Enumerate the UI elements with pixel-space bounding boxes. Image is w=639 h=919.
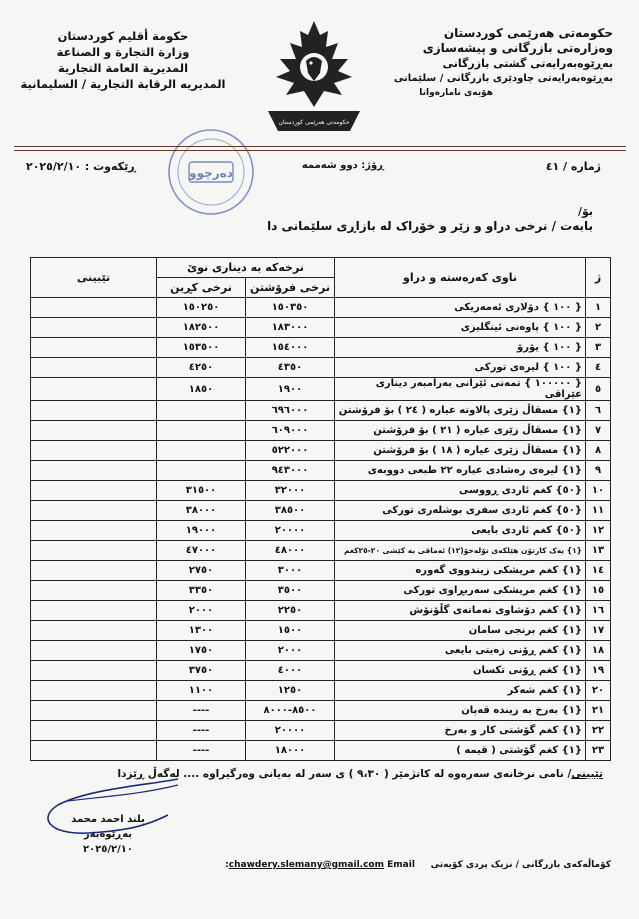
header-buy: نرخی کڕین <box>157 278 246 298</box>
row-number: ٢ <box>586 318 611 338</box>
row-number: ١٦ <box>586 601 611 621</box>
row-buy-price: ١٣٠٠ <box>157 621 246 641</box>
header-arabic-line: المديريه الرقابة التجارية / السليمانية <box>20 77 226 91</box>
row-note <box>31 298 157 318</box>
header-arabic-line: المديرية العامة التجارية <box>57 61 189 75</box>
row-buy-price: ٣١٥٠٠ <box>157 481 246 501</box>
row-note <box>31 401 157 421</box>
row-item-name: { ١٠٠ } یۆرۆ <box>335 338 586 358</box>
row-sell-price: ٢٠٠٠ <box>246 641 335 661</box>
row-note <box>31 661 157 681</box>
header-price-group: نرخەکە بە دیناری نوێ <box>157 258 335 278</box>
row-number: ١٩ <box>586 661 611 681</box>
row-number: ٢٢ <box>586 721 611 741</box>
row-sell-price: ٤٨٠٠٠ <box>246 541 335 561</box>
row-number: ٧ <box>586 421 611 441</box>
row-buy-price: ١٨٢٥٠٠ <box>157 318 246 338</box>
row-note <box>31 358 157 378</box>
row-note <box>31 641 157 661</box>
row-number: ٤ <box>586 358 611 378</box>
row-item-name: { ١٠٠ } پاوەنی ئینگلیزی <box>335 318 586 338</box>
row-note <box>31 318 157 338</box>
row-item-name: { ١٠٠ } لیرەی تورکی <box>335 358 586 378</box>
subject-line: بابەت / نرخی دراو و زێر و خۆراک لە بازاڕی سلێمانی دا <box>267 219 593 233</box>
header-kurdish-line: حکومەتی هەرێمی کوردستان <box>443 26 613 40</box>
note-label: تێبینی <box>571 768 603 780</box>
row-note <box>31 561 157 581</box>
row-sell-price: ٥٢٢٠٠٠ <box>246 441 335 461</box>
table-row <box>31 581 611 601</box>
header-name: ناوی کەرەستە و دراو <box>335 258 586 298</box>
table-row <box>31 541 611 561</box>
table-row <box>31 721 611 741</box>
row-number: ١ <box>586 298 611 318</box>
table-row <box>31 441 611 461</box>
circular-stamp <box>165 126 257 218</box>
row-number: ١٤ <box>586 561 611 581</box>
row-sell-price: ١٥٤٠٠٠ <box>246 338 335 358</box>
row-item-name: {١} بەرخ بە زیندە قەپان <box>335 701 586 721</box>
row-buy-price: ٣٣٥٠ <box>157 581 246 601</box>
row-item-name: {١} کغم برنجی سامان <box>335 621 586 641</box>
row-item-name: {٥٠} کغم ئاردی بایعی <box>335 521 586 541</box>
row-number: ٢٠ <box>586 681 611 701</box>
row-note <box>31 461 157 481</box>
table-row <box>31 461 611 481</box>
row-note <box>31 581 157 601</box>
row-item-name: {١} کغم مریشکی سەربڕاوی تورکی <box>335 581 586 601</box>
row-note <box>31 741 157 761</box>
row-buy-price: ٣٨٠٠٠ <box>157 501 246 521</box>
table-row <box>31 661 611 681</box>
row-buy-price <box>157 421 246 441</box>
price-table-body <box>31 298 611 761</box>
table-row <box>31 621 611 641</box>
row-item-name: {١} کغم دۆشاوی تەماتەی گڵۆنۆش <box>335 601 586 621</box>
row-sell-price: ١٥٠٣٥٠ <box>246 298 335 318</box>
document-day: ڕۆژ: دوو شەممە <box>301 160 384 171</box>
row-note <box>31 378 157 401</box>
table-row <box>31 701 611 721</box>
row-sell-price: ٢٠٠٠٠ <box>246 521 335 541</box>
row-buy-price: ٢٧٥٠ <box>157 561 246 581</box>
table-row <box>31 358 611 378</box>
row-buy-price: ---- <box>157 741 246 761</box>
row-note <box>31 501 157 521</box>
row-item-name: {١} کغم ڕۆنی زەیتی بایعی <box>335 641 586 661</box>
row-item-name: { ١٠٠ } دۆلاری ئەمەریکی <box>335 298 586 318</box>
row-number: ١٨ <box>586 641 611 661</box>
row-item-name: {١} کغم مریشکی زیندووی گەورە <box>335 561 586 581</box>
row-sell-price: ٣٠٠٠ <box>246 561 335 581</box>
table-row <box>31 421 611 441</box>
row-note <box>31 421 157 441</box>
row-number: ٩ <box>586 461 611 481</box>
row-buy-price <box>157 461 246 481</box>
table-row <box>31 501 611 521</box>
stamp-text: دەرچوو <box>189 166 233 180</box>
table-row <box>31 641 611 661</box>
row-note <box>31 621 157 641</box>
row-note <box>31 481 157 501</box>
row-number: ١٧ <box>586 621 611 641</box>
row-sell-price: ٤٠٠٠ <box>246 661 335 681</box>
footer <box>225 860 611 870</box>
row-sell-price: ٦٩٦٠٠٠ <box>246 401 335 421</box>
row-number: ١١ <box>586 501 611 521</box>
row-number: ٣ <box>586 338 611 358</box>
note-text: / نامی نرخانەی سەرەوە لە کاتژمێر ( ٩،٣٠ ) ی سەر لە بەیانی وەرگیراوە .... لەگەڵ ڕێزدا <box>117 768 572 780</box>
row-number: ٢١ <box>586 701 611 721</box>
header-divider <box>14 146 626 147</box>
row-sell-price: ٢٢٥٠ <box>246 601 335 621</box>
row-sell-price: ١٨٣٠٠٠ <box>246 318 335 338</box>
row-number: ١٢ <box>586 521 611 541</box>
row-note <box>31 441 157 461</box>
table-row <box>31 338 611 358</box>
header-arabic-line: حكومة أقليم كوردستان <box>57 29 189 43</box>
row-item-name: {١} یەک کارتۆن هێلکەی تۆلەخۆ(١٢) ئەماقی بە کێشی ٢٠-٢٥کغم <box>335 541 586 561</box>
kurdistan-emblem-logo <box>250 15 378 137</box>
row-note <box>31 541 157 561</box>
row-sell-price: ١٥٠٠ <box>246 621 335 641</box>
header-no: ژ <box>586 258 611 298</box>
footer-email[interactable]: chawdery.slemany@gmail.com <box>228 860 384 870</box>
header-arabic-line: وزارة التجارة و الصناعة <box>56 45 190 59</box>
row-note <box>31 338 157 358</box>
row-number: ٦ <box>586 401 611 421</box>
row-note <box>31 721 157 741</box>
row-number: ١٠ <box>586 481 611 501</box>
row-note <box>31 701 157 721</box>
row-sell-price: ٨٥٠٠-٨٠٠٠ <box>246 701 335 721</box>
row-buy-price: ١٥٠٢٥٠ <box>157 298 246 318</box>
header-arabic <box>18 28 228 92</box>
row-sell-price: ٣٥٠٠ <box>246 581 335 601</box>
row-number: ٨ <box>586 441 611 461</box>
row-sell-price: ٦٠٩٠٠٠ <box>246 421 335 441</box>
row-item-name: {١} کغم گۆشتی ( قیمە ) <box>335 741 586 761</box>
row-item-name: {٥٠} کغم ئاردی ڕووسی <box>335 481 586 501</box>
row-buy-price: ١٥٣٥٠٠ <box>157 338 246 358</box>
header-kurdish-line: وەزارەتی بازرگانی و پیشەسازی <box>422 41 613 55</box>
row-note <box>31 681 157 701</box>
row-item-name: { ١٠٠٠٠٠ } تمەنی ئێرانی بەرامبەر دیناری عێراقی <box>335 378 586 401</box>
row-buy-price: ٣٧٥٠ <box>157 661 246 681</box>
header-sell: نرخی فرۆشتن <box>246 278 335 298</box>
signer-name: بلند احمد محمد <box>71 814 145 825</box>
signer-date: ٢٠٢٥/٢/١٠ <box>82 844 134 855</box>
row-item-name: {١} کغم شەکر <box>335 681 586 701</box>
header-kurdish <box>383 26 613 101</box>
header-kurdish-line: هۆبەی نامارەوانا <box>419 88 493 98</box>
footer-address: کۆماڵەکەی بازرگانی / نزیک پردی کۆیەتی <box>430 860 611 870</box>
row-note <box>31 521 157 541</box>
table-row <box>31 318 611 338</box>
document-date: ڕێکەوت : ٢٠٢٥/٢/١٠ <box>26 160 136 173</box>
row-buy-price: ١٧٥٠ <box>157 641 246 661</box>
table-row <box>31 601 611 621</box>
row-item-name: {١} کغم گۆشتی کار و بەرخ <box>335 721 586 741</box>
logo-banner-text: حکومەتی هەرێمی کوردستان <box>278 119 350 126</box>
document-number: ژمارە / ٤١ <box>545 160 601 173</box>
row-sell-price: ١٨٠٠٠ <box>246 741 335 761</box>
row-number: ٥ <box>586 378 611 401</box>
table-row <box>31 401 611 421</box>
header-kurdish-line: بەڕێوەبەرایەتی چاودێری بازرگانی / سلێمانی <box>393 73 613 84</box>
row-item-name: {١} مسقاڵ زێری پالاوتە عیارە ( ٢٤ ) بۆ فرۆشتن <box>335 401 586 421</box>
row-buy-price: ---- <box>157 721 246 741</box>
row-sell-price: ٣٢٠٠٠ <box>246 481 335 501</box>
row-item-name: {١} مسقاڵ زێری عیارە ( ١٨ ) بۆ فرۆشتن <box>335 441 586 461</box>
row-buy-price: ٤٢٥٠ <box>157 358 246 378</box>
row-buy-price: ١٩٠٠٠ <box>157 521 246 541</box>
row-sell-price: ٢٠٠٠٠ <box>246 721 335 741</box>
row-sell-price: ٤٣٥٠ <box>246 358 335 378</box>
price-table <box>30 257 611 761</box>
row-item-name: {١} لیرەی رەشادی عیارە ٢٢ طبعی دووبەی <box>335 461 586 481</box>
row-buy-price: ٢٠٠٠ <box>157 601 246 621</box>
row-item-name: {٥٠} کغم ئاردی سفری بوشلەری تورکی <box>335 501 586 521</box>
table-row <box>31 378 611 401</box>
header-note: تێبینی <box>31 258 157 298</box>
signer-title: بەڕێوەبەر <box>83 829 133 840</box>
signer-block <box>58 812 158 857</box>
recipient-line: بۆ/ <box>577 205 593 218</box>
table-row <box>31 681 611 701</box>
row-sell-price: ١٢٥٠ <box>246 681 335 701</box>
table-row <box>31 561 611 581</box>
row-item-name: {١} مسقاڵ زێری عیارە ( ٢١ ) بۆ فرۆشتن <box>335 421 586 441</box>
table-row <box>31 298 611 318</box>
row-number: ١٣ <box>586 541 611 561</box>
table-row <box>31 521 611 541</box>
table-row <box>31 741 611 761</box>
row-note <box>31 601 157 621</box>
row-buy-price: ٤٧٠٠٠ <box>157 541 246 561</box>
row-sell-price: ١٩٠٠ <box>246 378 335 401</box>
table-row <box>31 481 611 501</box>
row-buy-price: ---- <box>157 701 246 721</box>
footer-email-label: Email: <box>225 860 415 870</box>
row-buy-price <box>157 401 246 421</box>
row-buy-price: ١١٠٠ <box>157 681 246 701</box>
row-number: ٢٣ <box>586 741 611 761</box>
row-buy-price: ١٨٥٠ <box>157 378 246 401</box>
row-sell-price: ٩٤٣٠٠٠ <box>246 461 335 481</box>
row-buy-price <box>157 441 246 461</box>
row-sell-price: ٣٨٥٠٠ <box>246 501 335 521</box>
note <box>117 768 603 780</box>
row-number: ١٥ <box>586 581 611 601</box>
header-kurdish-line: بەڕێوەبەرایەتی گشتی بازرگانی <box>442 57 613 70</box>
row-item-name: {١} کغم ڕۆنی تکسان <box>335 661 586 681</box>
header-divider <box>14 150 626 151</box>
